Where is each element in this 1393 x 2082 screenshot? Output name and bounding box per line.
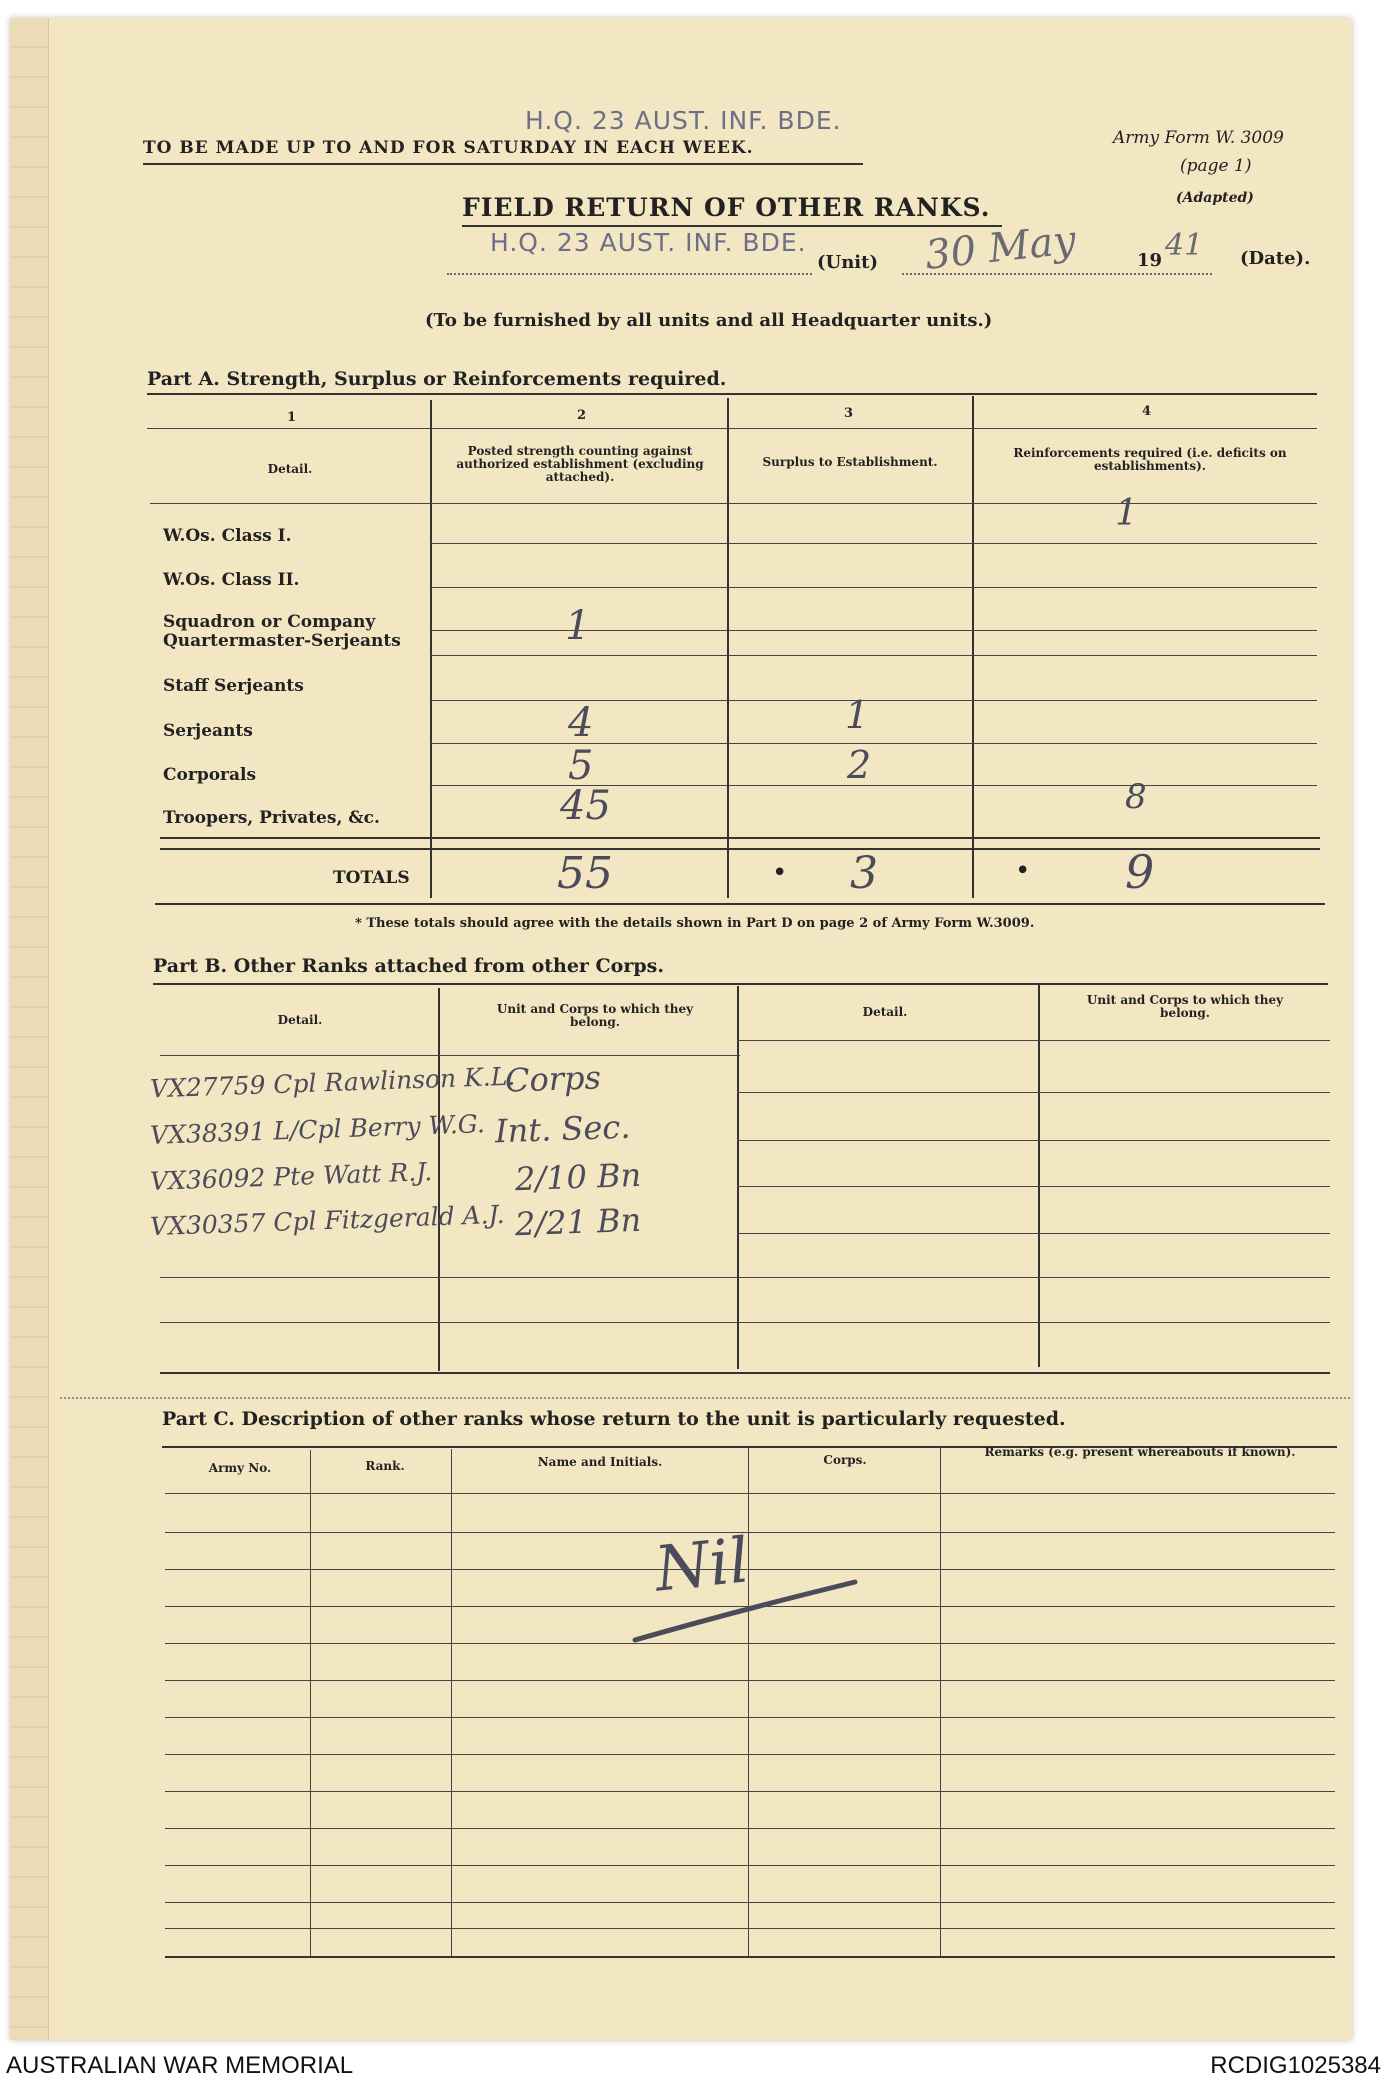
totals-bullet-2: • <box>1015 856 1031 886</box>
part-b-header-rule-left <box>160 1055 740 1056</box>
part-b-entry-3-detail: VX36092 Pte Watt R.J. <box>149 1157 433 1196</box>
instruction-text: TO BE MADE UP TO AND FOR SATURDAY IN EACH WEEK. <box>143 138 754 158</box>
part-b-rule-r1 <box>737 1092 1330 1093</box>
part-b-rule-r3 <box>737 1186 1330 1187</box>
header-detail: Detail. <box>267 462 313 476</box>
adapted-note: (Adapted) <box>1176 190 1254 206</box>
totals-label: TOTALS <box>333 868 410 888</box>
part-b-rule-r4 <box>737 1233 1330 1234</box>
perforation-line <box>60 1397 1350 1399</box>
col-1-number: 1 <box>287 410 297 425</box>
row-rule-5 <box>430 743 1317 744</box>
part-b-rule-6 <box>160 1322 1330 1323</box>
totals-bullet-1: • <box>772 858 788 888</box>
part-c-header-rank: Rank. <box>365 1459 405 1473</box>
form-title: FIELD RETURN OF OTHER RANKS. <box>462 193 991 222</box>
row-label-serjeants: Serjeants <box>163 721 253 741</box>
unit-label: (Unit) <box>817 252 878 273</box>
title-underline <box>462 225 1002 227</box>
row-rule-3b <box>430 655 1317 656</box>
part-b-entry-4-unit: 2/21 Bn <box>514 1200 642 1244</box>
total-reinf: 9 <box>1125 845 1155 899</box>
part-b-title: Part B. Other Ranks attached from other Corps. <box>153 955 664 977</box>
part-b-rule-5 <box>160 1277 1330 1278</box>
value-serjeants-posted: 4 <box>568 700 594 746</box>
year-prefix: 19 <box>1137 250 1163 271</box>
value-corporals-posted: 5 <box>568 743 594 789</box>
part-b-vline-1 <box>438 988 440 1371</box>
col-2-number: 2 <box>577 408 587 423</box>
part-b-entry-1-detail: VX27759 Cpl Rawlinson K.L. <box>149 1061 516 1104</box>
part-a-vline-2 <box>727 398 729 898</box>
header-reinforcements: Reinforcements required (i.e. deficits on establishments). <box>1013 446 1287 473</box>
col-4-number: 4 <box>1142 404 1152 419</box>
value-serjeants-surplus: 1 <box>845 693 870 737</box>
part-b-header-detail-2: Detail. <box>862 1005 908 1019</box>
part-b-header-rule-right <box>737 1040 1330 1041</box>
part-c-header-name: Name and Initials. <box>537 1455 663 1469</box>
part-b-header-unit-2: Unit and Corps to which they belong. <box>1086 993 1284 1020</box>
value-privates-posted: 45 <box>560 783 611 829</box>
row-label-cqms: Squadron or Company Quartermaster-Serjeants <box>163 612 401 651</box>
header-surplus: Surplus to Establishment. <box>762 455 938 469</box>
value-privates-reinf: 8 <box>1125 777 1147 817</box>
part-a-top-rule <box>147 393 1317 395</box>
row-rule-1 <box>430 543 1317 544</box>
row-rule-7 <box>160 837 1320 839</box>
value-corporals-surplus: 2 <box>847 743 872 787</box>
part-c-header-army-no: Army No. <box>208 1461 272 1475</box>
part-c-nil-entry: Nil <box>651 1523 753 1606</box>
total-surplus: 3 <box>850 848 878 899</box>
part-c-header-corps: Corps. <box>823 1453 867 1467</box>
total-posted: 55 <box>557 848 613 899</box>
date-label: (Date). <box>1240 248 1311 269</box>
part-b-vline-2 <box>737 986 739 1369</box>
nil-underline-stroke <box>630 1570 860 1650</box>
part-c-vline-3 <box>748 1448 749 1956</box>
row-rule-2 <box>430 587 1317 588</box>
part-b-entry-4-detail: VX30357 Cpl Fitzgerald A.J. <box>149 1199 505 1242</box>
value-wo1-reinf: 1 <box>1115 493 1138 534</box>
value-cqms-posted: 1 <box>565 603 591 649</box>
part-c-vline-1 <box>310 1450 311 1956</box>
hq-stamp-top: H.Q. 23 AUST. INF. BDE. <box>525 106 842 135</box>
unit-stamp: H.Q. 23 AUST. INF. BDE. <box>490 228 807 257</box>
furnish-note: (To be furnished by all units and all Headquarter units.) <box>425 310 993 331</box>
part-a-number-rule <box>147 428 1317 429</box>
row-label-wo-class-1: W.Os. Class I. <box>163 526 292 546</box>
part-b-rule-r2 <box>737 1140 1330 1141</box>
part-c-vline-4 <box>940 1447 941 1956</box>
part-c-title: Part C. Description of other ranks whose return to the unit is particularly requested. <box>162 1408 1066 1430</box>
part-c-header-remarks: Remarks (e.g. present whereabouts if known). <box>984 1445 1296 1459</box>
part-b-header-detail-1: Detail. <box>277 1013 323 1027</box>
footer-archive-name: AUSTRALIAN WAR MEMORIAL <box>6 2052 354 2079</box>
part-b-entry-1-unit: Corps <box>504 1058 602 1100</box>
part-b-header-unit-1: Unit and Corps to which they belong. <box>496 1002 694 1029</box>
header-posted-strength: Posted strength counting against authorized establishment (excluding attached). <box>456 444 704 484</box>
row-label-privates: Troopers, Privates, &c. <box>163 808 380 828</box>
part-a-title: Part A. Strength, Surplus or Reinforcements required. <box>147 368 727 390</box>
handwritten-year: 41 <box>1165 228 1204 263</box>
part-b-top-rule <box>153 983 1328 985</box>
part-b-entry-2-detail: VX38391 L/Cpl Berry W.G. <box>149 1109 486 1150</box>
row-label-staff-serjeants: Staff Serjeants <box>163 676 304 696</box>
row-rule-4 <box>430 700 1317 701</box>
instruction-underline <box>143 163 863 165</box>
footer-archive-id: RCDIG1025384 <box>1210 2052 1381 2079</box>
totals-footnote: * These totals should agree with the details shown in Part D on page 2 of Army Form W.3009. <box>355 916 1035 931</box>
row-label-corporals: Corporals <box>163 765 257 785</box>
part-b-entry-2-unit: Int. Sec. <box>494 1107 632 1151</box>
part-a-header-rule <box>150 503 1317 504</box>
part-b-bottom-rule <box>160 1372 1330 1374</box>
part-a-vline-3 <box>972 396 974 898</box>
form-reference: Army Form W. 3009 <box>1113 128 1284 148</box>
date-field-line <box>902 273 1212 275</box>
unit-field-line <box>447 273 812 275</box>
page-number: (page 1) <box>1180 156 1252 176</box>
ruled-binding-strip <box>10 18 49 2040</box>
part-c-vline-2 <box>451 1449 452 1956</box>
col-3-number: 3 <box>844 406 854 421</box>
handwritten-date: 30 May <box>923 217 1079 279</box>
row-label-wo-class-2: W.Os. Class II. <box>163 570 300 590</box>
part-b-vline-3 <box>1038 984 1040 1367</box>
part-b-entry-3-unit: 2/10 Bn <box>514 1155 642 1199</box>
totals-bottom-rule <box>155 903 1325 905</box>
row-rule-3 <box>430 630 1317 631</box>
